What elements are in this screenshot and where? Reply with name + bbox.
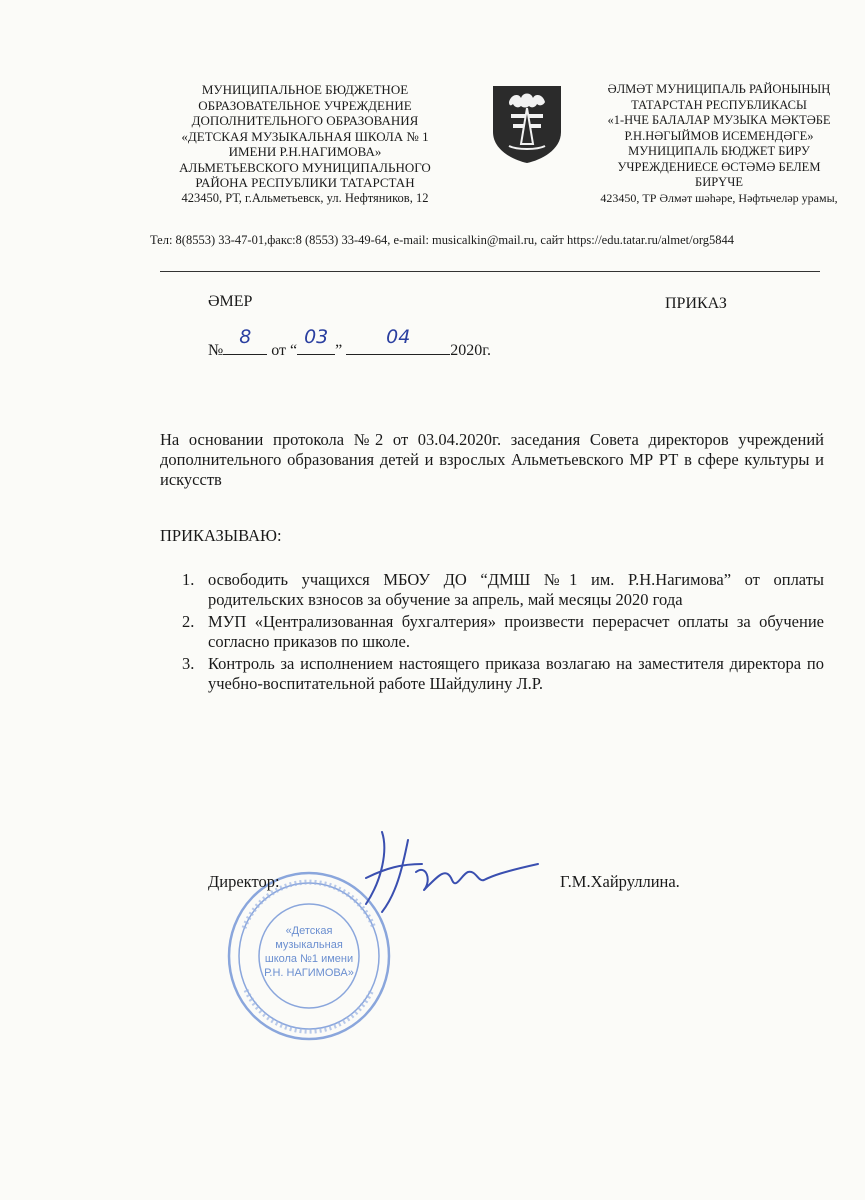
order-item <box>160 612 824 652</box>
order-item-number: 2. <box>182 612 195 631</box>
order-item-number: 3. <box>182 654 195 673</box>
header-right-line: ӘЛМӘТ МУНИЦИПАЛЬ РАЙОНЫНЫҢ <box>607 82 831 96</box>
stamp-line: школа №1 имени <box>264 953 354 965</box>
stamp-line: музыкальная <box>275 939 343 951</box>
order-item-text: освободить учащихся МБОУ ДО “ДМШ №1 им. Р.Н.Нагимова” от оплаты родительских взносов за обучение за апрель, май месяцы 2020 года <box>208 570 824 609</box>
header-right-line: УЧРЕЖДЕНИЕСЕ ӨСТӘМӘ БЕЛЕМ <box>617 159 821 174</box>
order-title-tatar: ӘМЕР <box>208 293 253 310</box>
order-item <box>160 654 824 694</box>
order-number-handwritten: 8 <box>239 326 252 348</box>
contacts-line: Тел: 8(8553) 33-47-01,факс:8 (8553) 33-49-64, e-mail: musicalkin@mail.ru, сайт https://edu.tatar.ru/almet/org5844 <box>150 233 735 247</box>
header-left-line: МУНИЦИПАЛЬНОЕ БЮДЖЕТНОЕ <box>201 82 409 97</box>
director-signature <box>352 820 542 920</box>
date-day-blank <box>297 326 335 355</box>
order-item-text: МУП «Централизованная бухгалтерия» произвести перерасчет оплаты за обучение согласно приказов по школе. <box>208 612 824 651</box>
date-month-blank <box>346 326 450 355</box>
header-left-line: ДОПОЛНИТЕЛЬНОГО ОБРАЗОВАНИЯ <box>191 113 419 128</box>
date-year: 2020г. <box>450 342 492 359</box>
coat-of-arms-emblem <box>489 84 565 164</box>
order-title-russian: ПРИКАЗ <box>665 295 727 312</box>
order-preamble: На основании протокола №2 от 03.04.2020г. заседания Совета директоров учреждений дополнительного образования детей и взрослых Альметьевского МР РТ в сфере культуры и искусств <box>160 430 824 489</box>
header-left-address: 423450, РТ, г.Альметьевск, ул. Нефтяников, 12 <box>181 190 429 205</box>
header-right-line: МУНИЦИПАЛЬ БЮДЖЕТ БИРУ <box>628 144 810 158</box>
header-left-line: АЛЬМЕТЬЕВСКОГО МУНИЦИПАЛЬНОГО <box>179 159 431 175</box>
date-day-handwritten: 03 <box>304 326 329 348</box>
order-item <box>160 570 824 610</box>
header-left-line: «ДЕТСКАЯ МУЗЫКАЛЬНАЯ ШКОЛА № 1 <box>181 128 429 144</box>
header-divider <box>160 271 820 272</box>
order-items-list <box>160 570 824 696</box>
stamp-line: «Детская <box>285 925 333 937</box>
stamp-line: Р.Н. НАГИМОВА» <box>264 967 354 979</box>
date-quote-close: ” <box>335 342 343 359</box>
header-right-line: «1-НЧЕ БАЛАЛАР МУЗЫКА МӘКТӘБЕ <box>607 113 831 127</box>
order-item-text: Контроль за исполнением настоящего приказа возлагаю на заместителя директора по учебно-воспитательной работе Шайдулину Л.Р. <box>208 654 824 693</box>
order-item-number: 1. <box>182 570 195 589</box>
header-left-line: РАЙОНА РЕСПУБЛИКИ ТАТАРСТАН <box>195 175 415 190</box>
header-right-line: Р.Н.НӘГЫЙМОВ ИСЕМЕНДӘГЕ» <box>624 128 814 143</box>
header-right-address: 423450, ТР Әлмәт шәһәре, Нәфтьчеләр урамы, <box>600 190 838 205</box>
header-right-line: БИРҮЧЕ <box>695 175 743 189</box>
header-right-line: ТАТАРСТАН РЕСПУБЛИКАСЫ <box>631 97 807 112</box>
order-directive-word: ПРИКАЗЫВАЮ: <box>160 526 282 545</box>
header-left-line: ОБРАЗОВАТЕЛЬНОЕ УЧРЕЖДЕНИЕ <box>198 97 412 113</box>
order-number-blank <box>223 326 267 355</box>
date-from-label: от “ <box>271 342 298 359</box>
director-name: Г.М.Хайруллина. <box>560 872 680 891</box>
header-left-line: ИМЕНИ Р.Н.НАГИМОВА» <box>228 144 382 159</box>
date-month-handwritten: 04 <box>386 326 411 348</box>
number-sign: № <box>208 342 224 359</box>
header-right-block <box>578 82 860 206</box>
order-number-date-line <box>208 326 492 360</box>
signature-role: Директор: <box>208 872 280 891</box>
header-left-block <box>150 82 460 206</box>
